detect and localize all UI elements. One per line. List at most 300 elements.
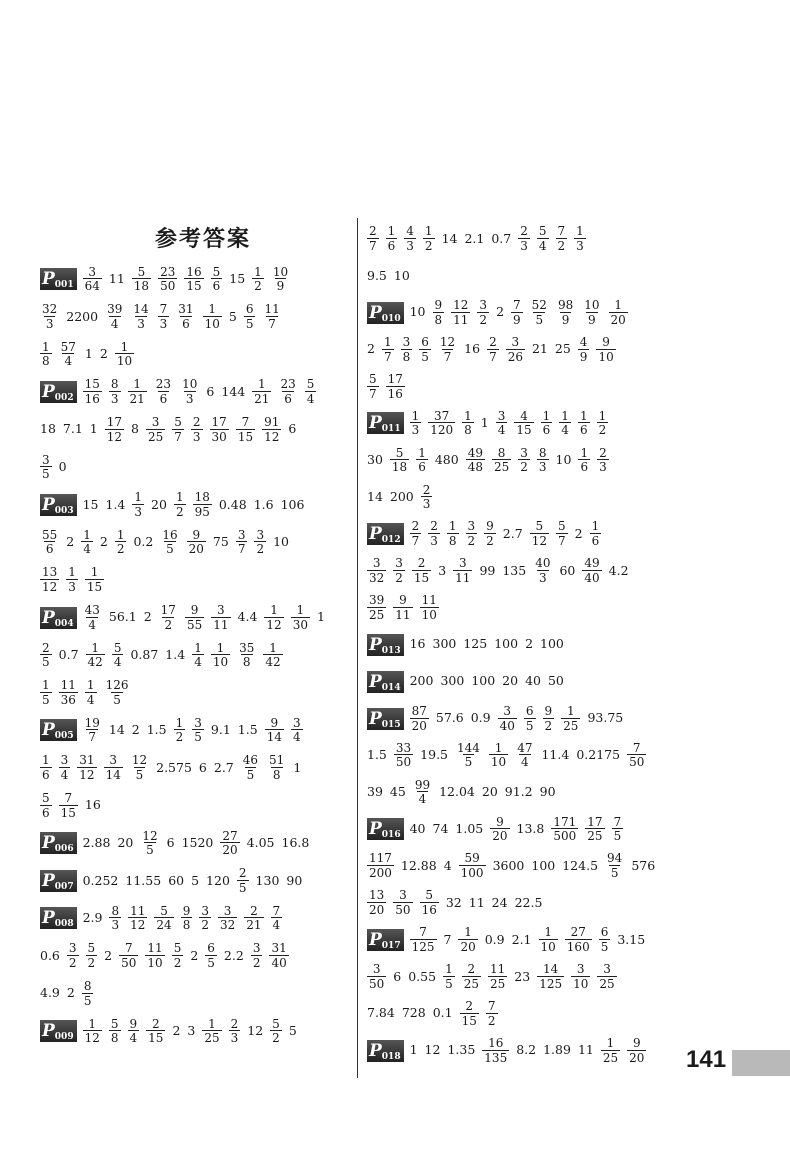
fraction: $\frac{8}{3}$ [538,445,547,475]
answer-value: 1520 [181,834,214,850]
fraction: $\frac{1}{4}$ [83,527,91,557]
answer-row [367,923,683,957]
answer-value: 3.15 [617,931,646,947]
fraction: $\frac{27}{160}$ [566,925,590,954]
answer-value: 7 [443,931,452,947]
fraction: $\frac{1}{25}$ [204,1016,220,1046]
answer-row [367,849,683,883]
fraction: $\frac{1}{4}$ [86,678,95,707]
fraction: $\frac{15}{16}$ [84,377,100,407]
fraction: $\frac{3}{4}$ [60,753,69,783]
answer-value: 40 [409,820,426,836]
answer-value: 16.8 [281,834,310,850]
answer-value: 0 [58,459,67,475]
fraction: $\frac{5}{4}$ [538,224,547,253]
answer-value: 1.5 [146,722,167,738]
fraction: $\frac{5}{16}$ [421,888,437,917]
fraction: $\frac{91}{12}$ [264,415,280,444]
answer-value: 39 [367,784,383,800]
answer-value: 16 [84,797,101,813]
answer-value: 6 [206,383,215,399]
answer-value: 99 [479,562,496,578]
answer-value: 2 [99,346,108,362]
answer-value: 10 [555,452,572,468]
fraction: $\frac{126}{5}$ [105,678,129,707]
answer-value: 0.1 [432,1005,453,1021]
fraction: $\frac{3}{5}$ [194,715,202,745]
fraction: $\frac{1}{12}$ [266,603,282,632]
answer-value: 32 [445,894,462,910]
answer-value: 0.2175 [576,747,621,763]
fraction: $\frac{9}{2}$ [486,519,494,549]
fraction: $\frac{8}{25}$ [493,445,510,475]
fraction: $\frac{3}{2}$ [256,527,265,557]
answer-value: 20 [502,673,519,689]
page-ref-badge: P013 [367,634,404,656]
page-number: 141 [686,1046,727,1073]
fraction: $\frac{5}{7}$ [369,371,377,401]
fraction: $\frac{1}{2}$ [175,490,184,519]
answer-row [367,1034,683,1068]
fraction: $\frac{12}{11}$ [453,298,469,327]
fraction: $\frac{1}{6}$ [42,753,50,783]
answer-value: 5 [288,1022,297,1038]
fraction: $\frac{3}{4}$ [497,408,506,438]
fraction: $\frac{11}{10}$ [421,593,437,622]
fraction: $\frac{11}{25}$ [490,962,506,991]
fraction: $\frac{9}{10}$ [598,335,614,364]
fraction: $\frac{13}{12}$ [42,565,58,595]
page-ref-badge: P011 [367,412,404,434]
fraction: $\frac{46}{5}$ [242,753,259,783]
answer-row [367,665,683,699]
answer-row [367,960,683,994]
fraction: $\frac{3}{50}$ [369,962,385,991]
fraction: $\frac{9}{14}$ [266,715,282,745]
fraction: $\frac{52}{5}$ [531,298,547,327]
fraction: $\frac{47}{4}$ [517,740,533,770]
answer-value: 16 [464,341,481,357]
answer-value: 75 [212,534,229,550]
answer-value: 2 [496,304,505,320]
answer-row [40,488,358,523]
fraction: $\frac{23}{6}$ [280,377,296,407]
fraction: $\frac{16}{5}$ [162,527,178,557]
answer-value: 130 [255,872,280,888]
fraction: $\frac{1}{2}$ [424,224,433,253]
fraction: $\frac{1}{10}$ [212,640,229,670]
fraction: $\frac{2}{15}$ [148,1016,164,1046]
answer-row [40,1014,358,1049]
answer-value: 14 [367,488,383,504]
fraction: $\frac{17}{12}$ [106,415,123,444]
fraction: $\frac{1}{25}$ [602,1035,619,1065]
answer-value: 10 [393,267,410,283]
answer-value: 30 [367,452,383,468]
fraction: $\frac{2}{3}$ [599,445,607,475]
fraction: $\frac{3}{25}$ [599,962,615,991]
fraction: $\frac{14}{125}$ [539,962,563,991]
fraction: $\frac{117}{200}$ [369,851,392,881]
answer-value: 74 [432,820,449,836]
fraction: $\frac{1}{42}$ [265,640,281,670]
answer-value: 56.1 [108,609,137,625]
fraction: $\frac{19}{7}$ [84,715,100,745]
fraction: $\frac{4}{9}$ [579,335,588,364]
fraction: $\frac{1}{10}$ [204,302,220,331]
fraction: $\frac{5}{4}$ [113,640,122,670]
fraction: $\frac{7}{50}$ [629,740,645,770]
fraction: $\frac{1}{10}$ [490,740,507,770]
fraction: $\frac{1}{21}$ [129,377,145,407]
answer-value: 0.55 [408,968,437,984]
fraction: $\frac{1}{6}$ [387,224,396,253]
fraction: $\frac{23}{6}$ [155,377,172,407]
fraction: $\frac{1}{42}$ [87,640,103,670]
fraction: $\frac{1}{2}$ [116,527,125,557]
fraction: $\frac{2}{7}$ [411,519,420,549]
fraction: $\frac{1}{12}$ [84,1016,100,1046]
answer-value: 60 [168,872,185,888]
answer-value: 480 [434,452,459,468]
fraction: $\frac{3}{25}$ [147,415,164,444]
answer-row [367,480,683,514]
fraction: $\frac{23}{50}$ [160,264,176,294]
fraction: $\frac{1}{3}$ [68,565,76,595]
answer-column-right [367,222,683,1070]
answer-value: 20 [117,834,134,850]
answer-value: 11 [108,271,125,287]
fraction: $\frac{3}{2}$ [479,298,488,327]
fraction: $\frac{2}{15}$ [461,999,477,1028]
fraction: $\frac{7}{3}$ [159,302,168,331]
fraction: $\frac{3}{4}$ [292,715,301,745]
answer-value: 10 [409,304,426,320]
fraction: $\frac{5}{7}$ [174,415,182,444]
answer-value: 2 [104,947,113,963]
fraction: $\frac{1}{25}$ [563,703,579,733]
answer-row [367,702,683,736]
fraction: $\frac{6}{5}$ [207,941,215,970]
fraction: $\frac{27}{20}$ [222,828,238,858]
answer-value: 3 [187,1022,196,1038]
answer-value: 0.2 [133,534,154,550]
answer-value: 19.5 [420,747,449,763]
fraction: $\frac{1}{6}$ [579,408,588,438]
fraction: $\frac{1}{3}$ [134,490,143,519]
fraction: $\frac{98}{9}$ [557,298,574,327]
fraction: $\frac{9}{2}$ [544,703,553,733]
answer-value: 11 [577,1042,594,1058]
answer-value: 5 [191,872,200,888]
fraction: $\frac{1}{7}$ [383,335,392,364]
answer-value: 50 [547,673,564,689]
fraction: $\frac{3}{2}$ [395,556,403,585]
answer-row [40,939,358,974]
fraction: $\frac{17}{25}$ [587,814,603,844]
fraction: $\frac{49}{40}$ [584,556,600,585]
answer-value: 91.2 [504,784,533,800]
page-ref-badge: P015 [367,708,404,730]
fraction: $\frac{3}{11}$ [213,603,229,632]
fraction: $\frac{9}{55}$ [186,603,203,632]
fraction: $\frac{12}{5}$ [142,828,158,858]
fraction: $\frac{43}{4}$ [84,603,100,632]
fraction: $\frac{3}{26}$ [507,335,523,364]
answer-value: 135 [502,562,527,578]
fraction: $\frac{5}{6}$ [42,791,50,820]
fraction: $\frac{5}{8}$ [110,1016,119,1046]
answer-value: 2 [99,534,108,550]
fraction: $\frac{31}{6}$ [178,302,194,331]
fraction: $\frac{40}{3}$ [535,556,551,585]
answer-value: 6 [198,759,207,775]
fraction: $\frac{1}{3}$ [576,224,584,253]
page-ref-badge: P018 [367,1040,404,1062]
page-ref-badge: P009 [40,1020,77,1042]
fraction: $\frac{5}{6}$ [212,264,221,294]
answer-value: 16 [409,636,426,652]
fraction: $\frac{1}{2}$ [175,715,184,745]
answer-value: 2.7 [213,759,234,775]
fraction: $\frac{9}{20}$ [629,1035,645,1065]
fraction: $\frac{5}{24}$ [156,903,172,933]
page-ref-badge: P017 [367,929,404,951]
answer-value: 1 [293,759,302,775]
fraction: $\frac{5}{18}$ [391,445,408,475]
answer-value: 2 [131,722,140,738]
fraction: $\frac{6}{5}$ [421,335,429,364]
fraction: $\frac{9}{20}$ [188,527,204,557]
fraction: $\frac{10}{9}$ [272,264,289,294]
fraction: $\frac{1}{4}$ [194,640,202,670]
fraction: $\frac{11}{7}$ [264,302,280,331]
answer-value: 106 [280,496,305,512]
fraction: $\frac{1}{8}$ [448,519,457,549]
answer-value: 9.1 [210,722,231,738]
answer-value: 100 [471,673,496,689]
fraction: $\frac{39}{4}$ [107,302,123,331]
answer-value: 12 [424,1042,441,1058]
fraction: $\frac{5}{2}$ [87,941,96,970]
answer-value: 1.4 [165,646,186,662]
fraction: $\frac{144}{5}$ [457,740,480,770]
fraction: $\frac{2}{7}$ [489,335,497,364]
answer-value: 14 [441,230,458,246]
fraction: $\frac{16}{135}$ [484,1035,508,1065]
answer-value: 2 [574,525,583,541]
page-ref-badge: P014 [367,671,404,693]
answer-row [367,222,683,256]
answer-value: 2.1 [511,931,532,947]
fraction: $\frac{2}{5}$ [42,640,50,670]
fraction: $\frac{17}{30}$ [211,415,227,444]
fraction: $\frac{2}{3}$ [230,1016,239,1046]
answer-value: 8 [131,421,139,437]
answer-value: 6 [393,968,402,984]
fraction: $\frac{3}{11}$ [455,556,471,585]
page-ref-badge: P010 [367,302,404,324]
fraction: $\frac{7}{4}$ [272,903,281,933]
fraction: $\frac{5}{12}$ [531,519,547,549]
answer-value: 45 [389,784,406,800]
answer-value: 125 [463,636,488,652]
answer-value: 90 [539,784,556,800]
fraction: $\frac{8}{3}$ [110,377,119,407]
fraction: $\frac{3}{40}$ [499,703,515,733]
answer-value: 1.89 [543,1042,571,1058]
fraction: $\frac{3}{64}$ [84,264,100,294]
fraction: $\frac{31}{40}$ [271,941,287,970]
answer-row [40,525,358,560]
answer-value: 2 [66,985,75,1001]
answer-value: 1.05 [455,820,484,836]
answer-value: 6 [166,834,175,850]
answer-value: 13.8 [516,820,545,836]
answer-row [40,788,358,823]
fraction: $\frac{1}{21}$ [254,377,270,407]
answer-value: 4.9 [40,985,60,1001]
answer-value: 0.9 [470,710,491,726]
fraction: $\frac{3}{10}$ [573,962,589,991]
answer-row [367,591,683,625]
answer-value: 1.6 [253,496,274,512]
fraction: $\frac{3}{50}$ [395,888,411,917]
answer-value: 1 [409,1042,418,1058]
answer-value: 4.05 [246,834,275,850]
answer-value: 12.88 [400,857,437,873]
fraction: $\frac{10}{9}$ [584,298,600,327]
answer-value: 2.575 [156,759,192,775]
answer-row [40,375,358,410]
answer-row [367,517,683,551]
answer-value: 100 [540,636,564,652]
fraction: $\frac{9}{8}$ [434,298,443,327]
answer-value: 4.4 [237,609,258,625]
fraction: $\frac{31}{12}$ [79,753,95,783]
answer-value: 1.5 [237,722,258,738]
fraction: $\frac{1}{8}$ [42,339,50,369]
fraction: $\frac{4}{3}$ [406,224,414,253]
answer-value: 11 [468,894,485,910]
fraction: $\frac{1}{6}$ [580,445,589,475]
answer-value: 200 [389,488,414,504]
answer-value: 3600 [492,857,525,873]
answer-value: 144 [221,383,246,399]
answer-row [40,638,358,673]
fraction: $\frac{1}{4}$ [561,408,569,438]
answer-value: 2 [66,534,75,550]
answer-row [40,600,358,635]
fraction: $\frac{11}{12}$ [130,903,146,933]
answer-row [40,826,358,861]
answer-value: 5 [228,308,237,324]
fraction: $\frac{51}{8}$ [269,753,285,783]
fraction: $\frac{7}{2}$ [487,999,496,1028]
fraction: $\frac{1}{2}$ [598,408,607,438]
answer-value: 2 [367,341,375,357]
answer-value: 2.7 [502,525,523,541]
answer-value: 11.4 [541,747,570,763]
page-ref-badge: P012 [367,523,404,545]
answer-value: 60 [559,562,576,578]
answer-value: 2 [190,947,199,963]
answer-row [40,713,358,748]
answer-value: 4 [443,857,452,873]
fraction: $\frac{5}{2}$ [173,941,182,970]
answer-value: 93.75 [587,710,624,726]
answer-value: 100 [531,857,556,873]
answer-value: 57.6 [435,710,464,726]
answer-row [40,901,358,936]
answer-value: 1 [89,421,98,437]
answer-value: 1 [480,415,489,431]
answer-value: 1.4 [105,496,126,512]
fraction: $\frac{3}{2}$ [201,903,209,933]
fraction: $\frac{33}{50}$ [395,740,412,770]
fraction: $\frac{1}{10}$ [116,339,133,369]
answer-row [367,628,683,662]
answer-value: 11.55 [125,872,162,888]
answer-value: 1 [84,346,93,362]
fraction: $\frac{7}{15}$ [237,415,254,444]
fraction: $\frac{3}{2}$ [467,519,476,549]
answer-value: 15 [82,496,99,512]
fraction: $\frac{6}{5}$ [245,302,254,331]
fraction: $\frac{9}{20}$ [492,814,508,844]
answer-value: 4.2 [608,562,629,578]
fraction: $\frac{3}{2}$ [252,941,261,970]
answer-value: 0.7 [58,646,79,662]
fraction: $\frac{14}{3}$ [133,302,149,331]
answer-row [40,976,358,1011]
page-tab-marker [732,1050,790,1076]
fraction: $\frac{1}{6}$ [418,445,426,475]
fraction: $\frac{7}{50}$ [121,941,137,970]
answer-value: 1.5 [367,747,387,763]
answer-row [367,333,683,367]
answer-value: 2.1 [464,230,485,246]
page-ref-badge: P001 [40,268,77,290]
answer-value: 0.87 [130,646,159,662]
fraction: $\frac{3}{5}$ [42,452,50,482]
fraction: $\frac{1}{20}$ [610,298,626,327]
page-ref-badge: P003 [40,494,77,516]
fraction: $\frac{3}{2}$ [68,941,77,970]
answer-value: 9.5 [367,267,387,283]
fraction: $\frac{7}{5}$ [613,814,622,844]
fraction: $\frac{5}{4}$ [306,377,315,407]
fraction: $\frac{11}{10}$ [147,941,163,970]
page-title: 参考答案 [155,226,252,252]
page-ref-badge: P005 [40,719,77,741]
fraction: $\frac{1}{5}$ [42,678,50,707]
answer-row [40,450,358,485]
fraction: $\frac{17}{2}$ [160,603,176,632]
answer-row [367,812,683,846]
answer-row [367,259,683,293]
fraction: $\frac{1}{6}$ [542,408,551,438]
fraction: $\frac{3}{8}$ [402,335,411,364]
fraction: $\frac{2}{5}$ [238,866,247,895]
answer-value: 2 [172,1022,181,1038]
fraction: $\frac{1}{2}$ [254,264,262,294]
fraction: $\frac{3}{2}$ [520,445,528,475]
answer-row [40,412,358,447]
answer-value: 15 [229,271,246,287]
answer-row [367,738,683,772]
fraction: $\frac{2}{7}$ [369,224,377,253]
